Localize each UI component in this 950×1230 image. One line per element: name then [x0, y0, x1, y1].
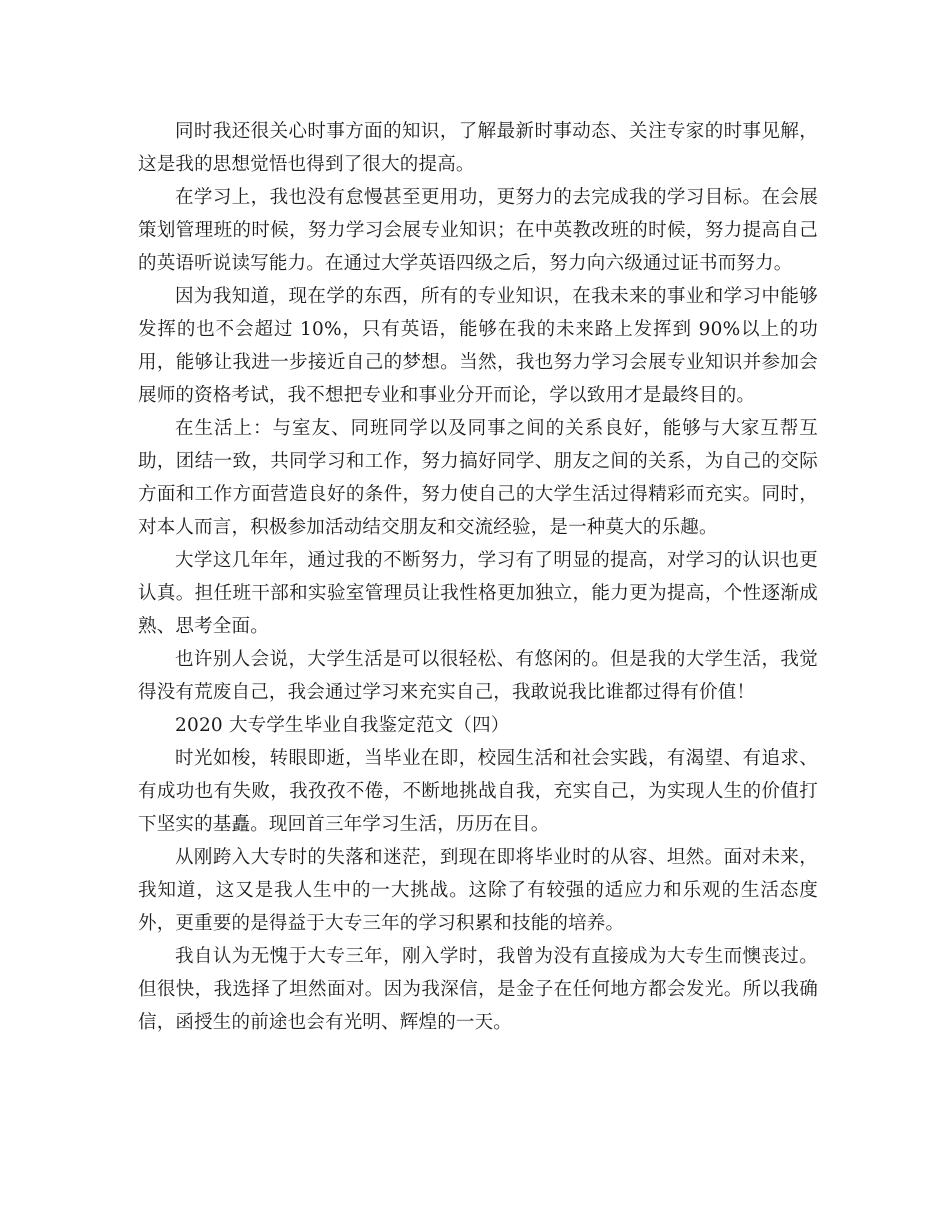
paragraph: 从刚跨入大专时的失落和迷茫，到现在即将毕业时的从容、坦然。面对未来，我知道，这又是我人生中的一大挑战。这除了有较强的适应力和乐观的生活态度外，更重要的是得益于大专三年的学习积累和技能的培养。 — [138, 847, 818, 934]
paragraph: 因为我知道，现在学的东西，所有的专业知识，在我未来的事业和学习中能够发挥的也不会超过 10%，只有英语，能够在我的未来路上发挥到 90%以上的功用，能够让我进一步接近自己的梦想。当然，我也努力学习会展专业知识并参加会展师的资格考试，我不想把专业和事业分开而论，学以致用才是最终目的。 — [138, 286, 818, 406]
paragraph: 也许别人会说，大学生活是可以很轻松、有悠闲的。但是我的大学生活，我觉得没有荒废自己，我会通过学习来充实自己，我敢说我比谁都过得有价值！ — [138, 649, 818, 703]
paragraph: 同时我还很关心时事方面的知识，了解最新时事动态、关注专家的时事见解，这是我的思想觉悟也得到了很大的提高。 — [138, 121, 818, 175]
document-body — [138, 115, 818, 1039]
section-heading: 2020 大专学生毕业自我鉴定范文（四） — [175, 715, 510, 736]
paragraph: 大学这几年年，通过我的不断努力，学习有了明显的提高，对学习的认识也更认真。担任班干部和实验室管理员让我性格更加独立，能力更为提高，个性逐渐成熟、思考全面。 — [138, 550, 818, 637]
paragraph: 在学习上，我也没有怠慢甚至更用功，更努力的去完成我的学习目标。在会展策划管理班的时候，努力学习会展专业知识；在中英教改班的时候，努力提高自己的英语听说读写能力。在通过大学英语四级之后，努力向六级通过证书而努力。 — [138, 187, 818, 274]
paragraph: 我自认为无愧于大专三年，刚入学时，我曾为没有直接成为大专生而懊丧过。但很快，我选择了坦然面对。因为我深信，是金子在任何地方都会发光。所以我确信，函授生的前途也会有光明、辉煌的一天。 — [138, 946, 818, 1033]
paragraph: 在生活上：与室友、同班同学以及同事之间的关系良好，能够与大家互帮互助，团结一致，共同学习和工作，努力搞好同学、朋友之间的关系，为自己的交际方面和工作方面营造良好的条件，努力使自己的大学生活过得精彩而充实。同时，对本人而言，积极参加活动结交朋友和交流经验，是一种莫大的乐趣。 — [138, 418, 818, 538]
paragraph: 时光如梭，转眼即逝，当毕业在即，校园生活和社会实践，有渴望、有追求、有成功也有失败，我孜孜不倦，不断地挑战自我，充实自己，为实现人生的价值打下坚实的基矗。现回首三年学习生活，历历在目。 — [138, 748, 818, 835]
